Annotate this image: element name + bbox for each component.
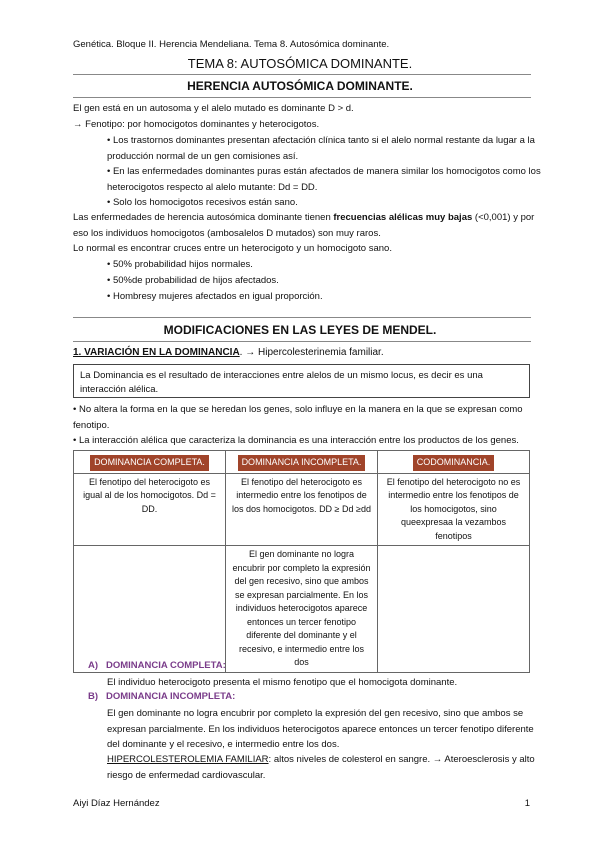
section-bottom-rule <box>73 341 531 342</box>
table-header-cell: DOMINANCIA COMPLETA. <box>74 451 226 474</box>
table-header-cell: CODOMINANCIA. <box>378 451 530 474</box>
table-cell <box>74 546 226 673</box>
dominance-heading: 1. VARIACIÓN EN LA DOMINANCIA. → Hipercolesterinemia familiar. <box>73 347 384 358</box>
definition-box: La Dominancia es el resultado de interacciones entre alelos de un mismo locus, es decir es una interacción alélica. <box>73 364 530 398</box>
bullet-1: • Los trastornos dominantes presentan afectación clínica tanto si el alelo normal restante da lugar a la producción normal de un gen comisiones así. <box>107 135 535 162</box>
page-number: 1 <box>524 798 530 809</box>
dominance-table <box>73 450 530 673</box>
intro-line: El gen está en un autosoma y el alelo mutado es dominante D > d. <box>73 103 354 114</box>
page-title: TEMA 8: AUTOSÓMICA DOMINANTE. <box>187 56 413 71</box>
section-subtitle: HERENCIA AUTOSÓMICA DOMINANTE. <box>187 79 413 93</box>
label-a: A) DOMINANCIA COMPLETA: <box>88 660 226 671</box>
cruce-bullet-1: • 50% probabilidad hijos normales. <box>107 259 253 270</box>
running-header: Genética. Bloque II. Herencia Mendeliana. Tema 8. Autosómica dominante. <box>73 39 390 50</box>
a-text: El individuo heterocigoto presenta el mismo fenotipo que el homocigota dominante. <box>107 677 458 688</box>
note-2: • La interacción alélica que caracteriza la dominancia es una interacción entre los productos de los genes. <box>73 435 519 446</box>
fenotipo-line: → Fenotipo: por homocigotos dominantes y heterocigotos. <box>73 119 320 130</box>
note-1: • No altera la forma en la que se heredan los genes, solo influye en la manera en la que se expresan como fenotipo. <box>73 404 523 431</box>
footer-author: Aiyi Díaz Hernández <box>73 798 160 809</box>
frequency-emphasis: frecuencias alélicas muy bajas <box>333 212 473 223</box>
table-cell: El fenotipo del heterocigoto es igual al de los homocigotos. Dd = DD. <box>74 473 226 546</box>
table-cell <box>378 546 530 673</box>
bullet-3: • Solo los homocigotos recesivos están sano. <box>107 197 298 208</box>
hipercolesterolemia-line: HIPERCOLESTEROLEMIA FAMILIAR: altos niveles de colesterol en sangre. → Ateroesclerosis y alto riesgo de enfermedad cardiovascular. <box>107 754 535 781</box>
frequency-paragraph: Las enfermedades de herencia autosómica dominante tienen frecuencias alélicas muy bajas (<0,001) y por eso los individuos homocigotos (ambosalelos D mutados) son muy raros. <box>73 212 535 239</box>
table-cell: El fenotipo del heterocigoto no es intermedio entre los fenotipos de los homocigotos, sino queexpresaa la vezambos fenotipos <box>378 473 530 546</box>
subtitle-rule <box>73 97 531 98</box>
b-text: El gen dominante no logra encubrir por completo la expresión del gen recesivo, sino que ambos se expresan parcialmente. En los individuos heterocigotos aparece entonces un tercer fenotipo diferente del dominante y el recesivo, e intermedio entre los dos. <box>107 708 534 750</box>
section-title: MODIFICACIONES EN LAS LEYES DE MENDEL. <box>163 323 437 337</box>
section-top-rule <box>73 317 531 318</box>
cruce-line: Lo normal es encontrar cruces entre un heterocigoto y un homocigoto sano. <box>73 243 392 254</box>
cruce-bullet-3: • Hombresy mujeres afectados en igual proporción. <box>107 291 323 302</box>
table-cell: El fenotipo del heterocigoto es intermedio entre los fenotipos de los dos homocigotos. DD ≥ Dd ≥dd <box>226 473 378 546</box>
bullet-2: • En las enfermedades dominantes puras están afectados de manera similar los homocigotos como los heterocigotos respecto al alelo mutante: Dd = DD. <box>107 166 541 193</box>
label-b: B) DOMINANCIA INCOMPLETA: <box>88 691 236 702</box>
table-cell: El gen dominante no logra encubrir por completo la expresión del gen recesivo, sino que ambos se expresan parcialmente. En los individuos heterocigotos aparece entonces un tercer fenotipo diferente del dominante y el recesivo, e intermedio entre los dos <box>226 546 378 673</box>
table-header-cell: DOMINANCIA INCOMPLETA. <box>226 451 378 474</box>
cruce-bullet-2: • 50%de probabilidad de hijos afectados. <box>107 275 279 286</box>
title-rule <box>73 74 531 75</box>
